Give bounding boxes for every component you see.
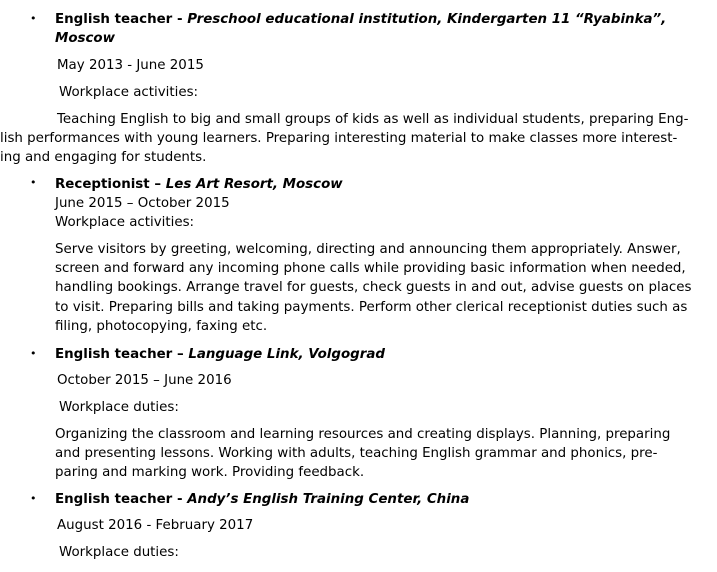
job-separator: - [172, 12, 188, 27]
job-heading [55, 345, 385, 364]
workplace-label: Workplace activities: [59, 85, 199, 100]
job-description-line: lish performances with young learners. Preparing interesting material to make classes more interest- [0, 131, 678, 146]
job-title: English teacher [55, 347, 173, 362]
job-dates: May 2013 - June 2015 [57, 58, 204, 73]
job-description-line: and presenting lessons. Working with adults, teaching English grammar and phonics, pre- [55, 446, 658, 461]
job-heading [55, 10, 666, 29]
job-description-line: to visit. Preparing bills and taking payments. Perform other clerical receptionist duties such as [55, 300, 688, 315]
job-description-line: screen and forward any incoming phone calls while providing basic information when needed, [55, 261, 686, 276]
workplace-label: Workplace duties: [59, 545, 179, 560]
bullet-icon: • [30, 176, 37, 189]
job-dates: August 2016 - February 2017 [57, 518, 254, 533]
workplace-label: Workplace duties: [59, 400, 179, 415]
job-separator: – [149, 177, 166, 192]
job-description-line: ing and engaging for students. [0, 150, 207, 165]
job-separator: – [172, 347, 189, 362]
job-employer: Andy’s English Training Center, China [187, 492, 470, 507]
job-dates: October 2015 – June 2016 [57, 373, 232, 388]
job-description-line: Teaching English to big and small groups of kids as well as individual students, preparing Eng- [57, 112, 689, 127]
bullet-icon: • [30, 492, 37, 505]
job-separator: - [172, 492, 188, 507]
job-employer-continued: Moscow [55, 31, 116, 46]
job-description-line: Serve visitors by greeting, welcoming, directing and announcing them appropriately. Answer, [55, 242, 681, 257]
job-employer: Language Link, Volgograd [188, 347, 385, 362]
job-heading [55, 175, 343, 194]
job-heading [55, 490, 469, 509]
job-description-line: handling bookings. Arrange travel for guests, check guests in and out, advise guests on places [55, 280, 692, 295]
bullet-icon: • [30, 347, 37, 360]
job-title: English teacher [55, 12, 173, 27]
workplace-label: Workplace activities: [55, 215, 195, 230]
job-description-line: filing, photocopying, faxing etc. [55, 319, 268, 334]
job-description-line: Organizing the classroom and learning resources and creating displays. Planning, preparing [55, 427, 671, 442]
job-title: Receptionist [55, 177, 150, 192]
bullet-icon: • [30, 12, 37, 25]
job-employer: Les Art Resort, Moscow [165, 177, 343, 192]
job-dates: June 2015 – October 2015 [55, 196, 230, 211]
job-description-line: paring and marking work. Providing feedback. [55, 465, 365, 480]
job-employer: Preschool educational institution, Kindergarten 11 “Ryabinka”, [187, 12, 667, 27]
job-title: English teacher [55, 492, 173, 507]
